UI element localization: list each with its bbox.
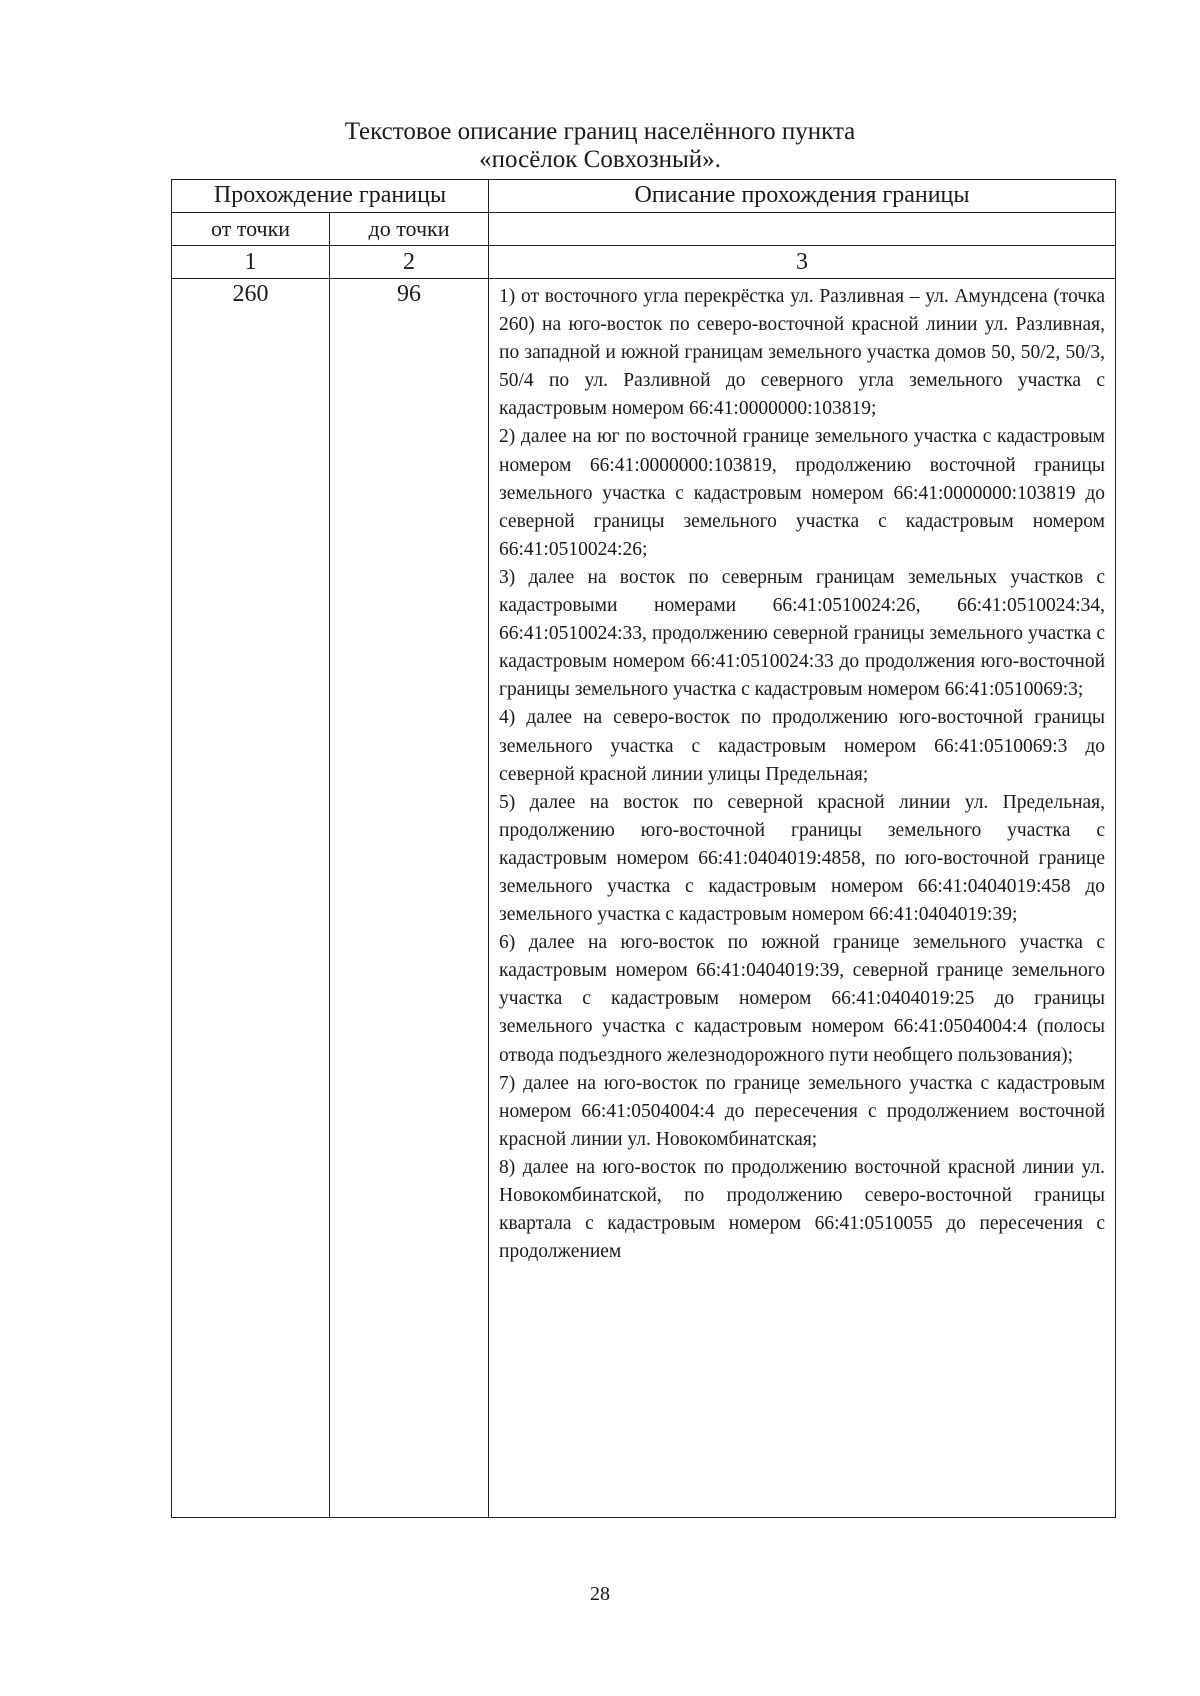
description-paragraph-3: 3) далее на восток по северным границам земельных участков с кадастровыми номерами 66:41:0510024:26, 66:41:0510024:34, 66:41:0510024:33, продолжению северной границы земельного участка с кадастровым номером 66:41:0510024:33 до продолжения юго-восточной границы земельного участка с кадастровым номером 66:41:0510069:3; xyxy=(499,566,1106,701)
table-subheader-row xyxy=(172,213,1116,246)
header-passage: Прохождение границы xyxy=(172,180,489,213)
description-paragraph-6: 6) далее на юго-восток по южной границе земельного участка с кадастровым номером 66:41:0404019:39, северной границе земельного участка с кадастровым номером 66:41:0404019:25 до границы земельного участка с кадастровым номером 66:41:0504004:4 (полосы отвода подъездного железнодорожного пути необщего пользования); xyxy=(499,932,1106,1066)
column-number-1: 1 xyxy=(172,246,330,279)
title-line-2: «посёлок Совхозный». xyxy=(479,146,721,173)
title-line-1: Текстовое описание границ населённого пункта xyxy=(344,118,856,145)
document-title xyxy=(0,118,1200,174)
table-row xyxy=(172,279,1116,1518)
column-number-3: 3 xyxy=(489,246,1116,279)
subheader-to: до точки xyxy=(330,213,489,246)
description-paragraph-5: 5) далее на восток по северной красной линии ул. Предельная, продолжению юго-восточной границы земельного участка с кадастровым номером 66:41:0404019:4858, по юго-восточной границе земельного участка с кадастровым номером 66:41:0404019:458 до земельного участка с кадастровым номером 66:41:0404019:39; xyxy=(499,791,1106,926)
description-paragraph-4: 4) далее на северо-восток по продолжению юго-восточной границы земельного участка с кадастровым номером 66:41:0510069:3 до северной красной линии улицы Предельная; xyxy=(499,707,1106,785)
column-number-2: 2 xyxy=(330,246,489,279)
subheader-from: от точки xyxy=(172,213,330,246)
boundary-table xyxy=(171,179,1116,1518)
description-paragraph-2: 2) далее на юг по восточной границе земельного участка с кадастровым номером 66:41:0000000:103819, продолжению восточной границы земельного участка с кадастровым номером 66:41:0000000:103819 до северной границы земельного участка с кадастровым номером 66:41:0510024:26; xyxy=(499,426,1106,560)
column-number-row xyxy=(172,246,1116,279)
point-to: 96 xyxy=(330,279,489,1518)
page-number: 28 xyxy=(590,1583,610,1605)
header-description: Описание прохождения границы xyxy=(489,180,1116,213)
description-paragraph-7: 7) далее на юго-восток по границе земельного участка с кадастровым номером 66:41:0504004:4 до пересечения с продолжением восточной красной линии ул. Новокомбинатская; xyxy=(499,1072,1106,1150)
boundary-description xyxy=(489,279,1116,1518)
description-paragraph-8: 8) далее на юго-восток по продолжению восточной красной линии ул. Новокомбинатской, по продолжению северо-восточной границы квартала с кадастровым номером 66:41:0510055 до пересечения с продолжением xyxy=(499,1156,1106,1263)
subheader-empty xyxy=(489,213,1116,246)
description-paragraph-1: 1) от восточного угла перекрёстка ул. Разливная – ул. Амундсена (точка 260) на юго-восток по северо-восточной красной линии ул. Разливная, по западной и южной границам земельного участка домов 50, 50/2, 50/3, 50/4 по ул. Разливной до северного угла земельного участка с кадастровым номером 66:41:0000000:103819; xyxy=(499,286,1106,420)
table-header-row xyxy=(172,180,1116,213)
point-from: 260 xyxy=(172,279,330,1518)
